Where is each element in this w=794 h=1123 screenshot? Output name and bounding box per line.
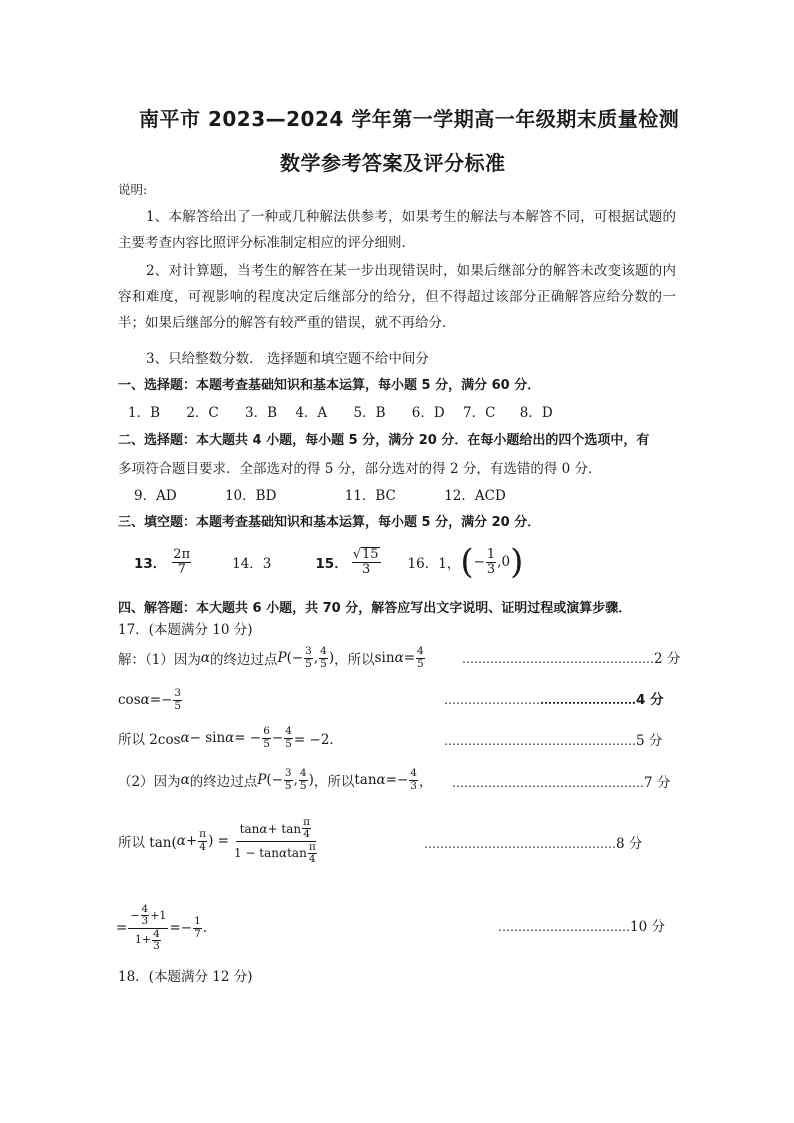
section1-heading: 一、选择题：本题考查基础知识和基本运算，每小题 5 分，满分 60 分． <box>118 378 541 393</box>
answer-4: 4．A <box>295 405 328 421</box>
section2-heading-bold: 四个选项中 <box>558 433 624 448</box>
q16-label: 16．1， <box>407 556 461 572</box>
answer-5: 5．B <box>353 405 386 421</box>
section2-heading-post: ，有 <box>623 433 650 448</box>
answer-2: 2．C <box>186 405 219 421</box>
q17-step2: （2）因为 α 的终边过点 P ( − $\frac{3}{5}$ , $\frac{4}{5}$ ) ，所以 tan α = − $\frac{4}{3}$ ， <box>118 767 433 792</box>
section2-rule: 多项符合题目要求．全部选对的得 5 分，部分选对的得 2 分，有选错的得 0 分． <box>118 461 602 477</box>
q17-score-8: …………………………………………8 分 <box>424 836 643 852</box>
q15-fraction: $\frac{√15}{3}$ <box>352 547 379 577</box>
section3-heading: 三、填空题：本题考查基础知识和基本运算，每小题 5 分，满分 20 分． <box>118 515 541 530</box>
tan-sum-fraction: tan α + tan $\frac{\pi}{4}$ 1 − tan α tan $\frac{\pi}{4}$ <box>233 816 316 865</box>
note-3: 3、只给整数分数． 选择题和填空题不给中间分 <box>146 351 429 367</box>
section2-answers <box>134 484 506 504</box>
answer-12: 12．ACD <box>444 488 506 504</box>
q17-title: 17．(本题满分 10 分) <box>118 622 253 638</box>
q17-score-2: …………………………………………2 分 <box>462 651 681 667</box>
q13-label: 13． <box>134 556 167 572</box>
q17-result1: 所以 2cos α − sin α = − $\frac{6}{5}$ − $\frac{4}{5}$ = −2． <box>118 725 343 750</box>
answer-10: 10．BD <box>224 488 277 504</box>
answer-11: 11．BC <box>344 488 396 504</box>
note-1: 1、本解答给出了一种或几种解法供参考，如果考生的解法与本解答不同，可根据试题的主要考查内容比照评分标准制定相应的评分细则． <box>118 209 676 251</box>
section3-answers: 13． $\frac{2\pi}{7}$ 14．3 15． $\frac{√15}{3}$ 16．1， ( − $\frac{1}{3}$ ,0 ) <box>134 542 524 582</box>
section1-answers <box>128 401 553 421</box>
page-subtitle: 数学参考答案及评分标准 <box>280 151 506 175</box>
q17-score-10: ……………………………10 分 <box>498 919 665 935</box>
q17-score-4: …………………………………………4 分 <box>444 692 664 708</box>
note-label: 说明: <box>118 182 148 197</box>
section4-heading: 四、解答题：本大题共 6 小题，共 70 分，解答应写出文字说明、证明过程或演算步骤． <box>118 601 632 616</box>
answer-6: 6．D <box>411 405 445 421</box>
q16-fraction: $\frac{1}{3}$ <box>486 546 496 577</box>
q17-score-5: …………………………………………5 分 <box>444 733 663 749</box>
answer-8: 8．D <box>519 405 553 421</box>
q17-final: = − $\frac{4}{3}$ +1 1+ $\frac{4}{3}$ = − $\frac{1}{7}$ . <box>116 903 208 952</box>
answer-1: 1．B <box>128 405 161 421</box>
q14-answer: 14．3 <box>232 556 272 572</box>
q17-cos: cos α = − $\frac{3}{5}$ <box>118 687 182 712</box>
page-title: 南平市 2023—2024 学年第一学期高一年级期末质量检测 <box>139 107 680 131</box>
section2-heading-pre: 二、选择题：本大题共 4 小题，每小题 5 分，满分 20 分．在每小题给出的 <box>118 433 559 448</box>
note-2: 2、对计算题，当考生的解答在某一步出现错误时，如果后继部分的解答未改变该题的内容和难度，可视影响的程度决定后继部分的给分，但不得超过该部分正确解答应给分数的一半；如果后继部分的解答有较严重的错误，就不再给分． <box>118 263 676 331</box>
answer-9: 9．AD <box>134 488 177 504</box>
q13-fraction: $\frac{2\pi}{7}$ <box>173 546 191 577</box>
section2-heading <box>118 429 649 448</box>
q18-title: 18．(本题满分 12 分) <box>118 969 253 985</box>
q17-score-7: …………………………………………7 分 <box>452 775 671 791</box>
answer-3: 3．B <box>245 405 278 421</box>
q17-tan-sum: 所以 tan( α + $\frac{\pi}{4}$ ) = tan α + tan $\frac{\pi}{4}$ 1 − tan α tan $\frac{\pi}{4}$ <box>118 810 323 872</box>
q15-label: 15． <box>315 556 348 572</box>
q17-step1: 解：（1）因为 α 的终边过点 P ( − $\frac{3}{5}$ , $\frac{4}{5}$ ) ，所以 sin α = $\frac{4}{5}$ <box>118 645 424 670</box>
answer-7: 7．C <box>463 405 496 421</box>
